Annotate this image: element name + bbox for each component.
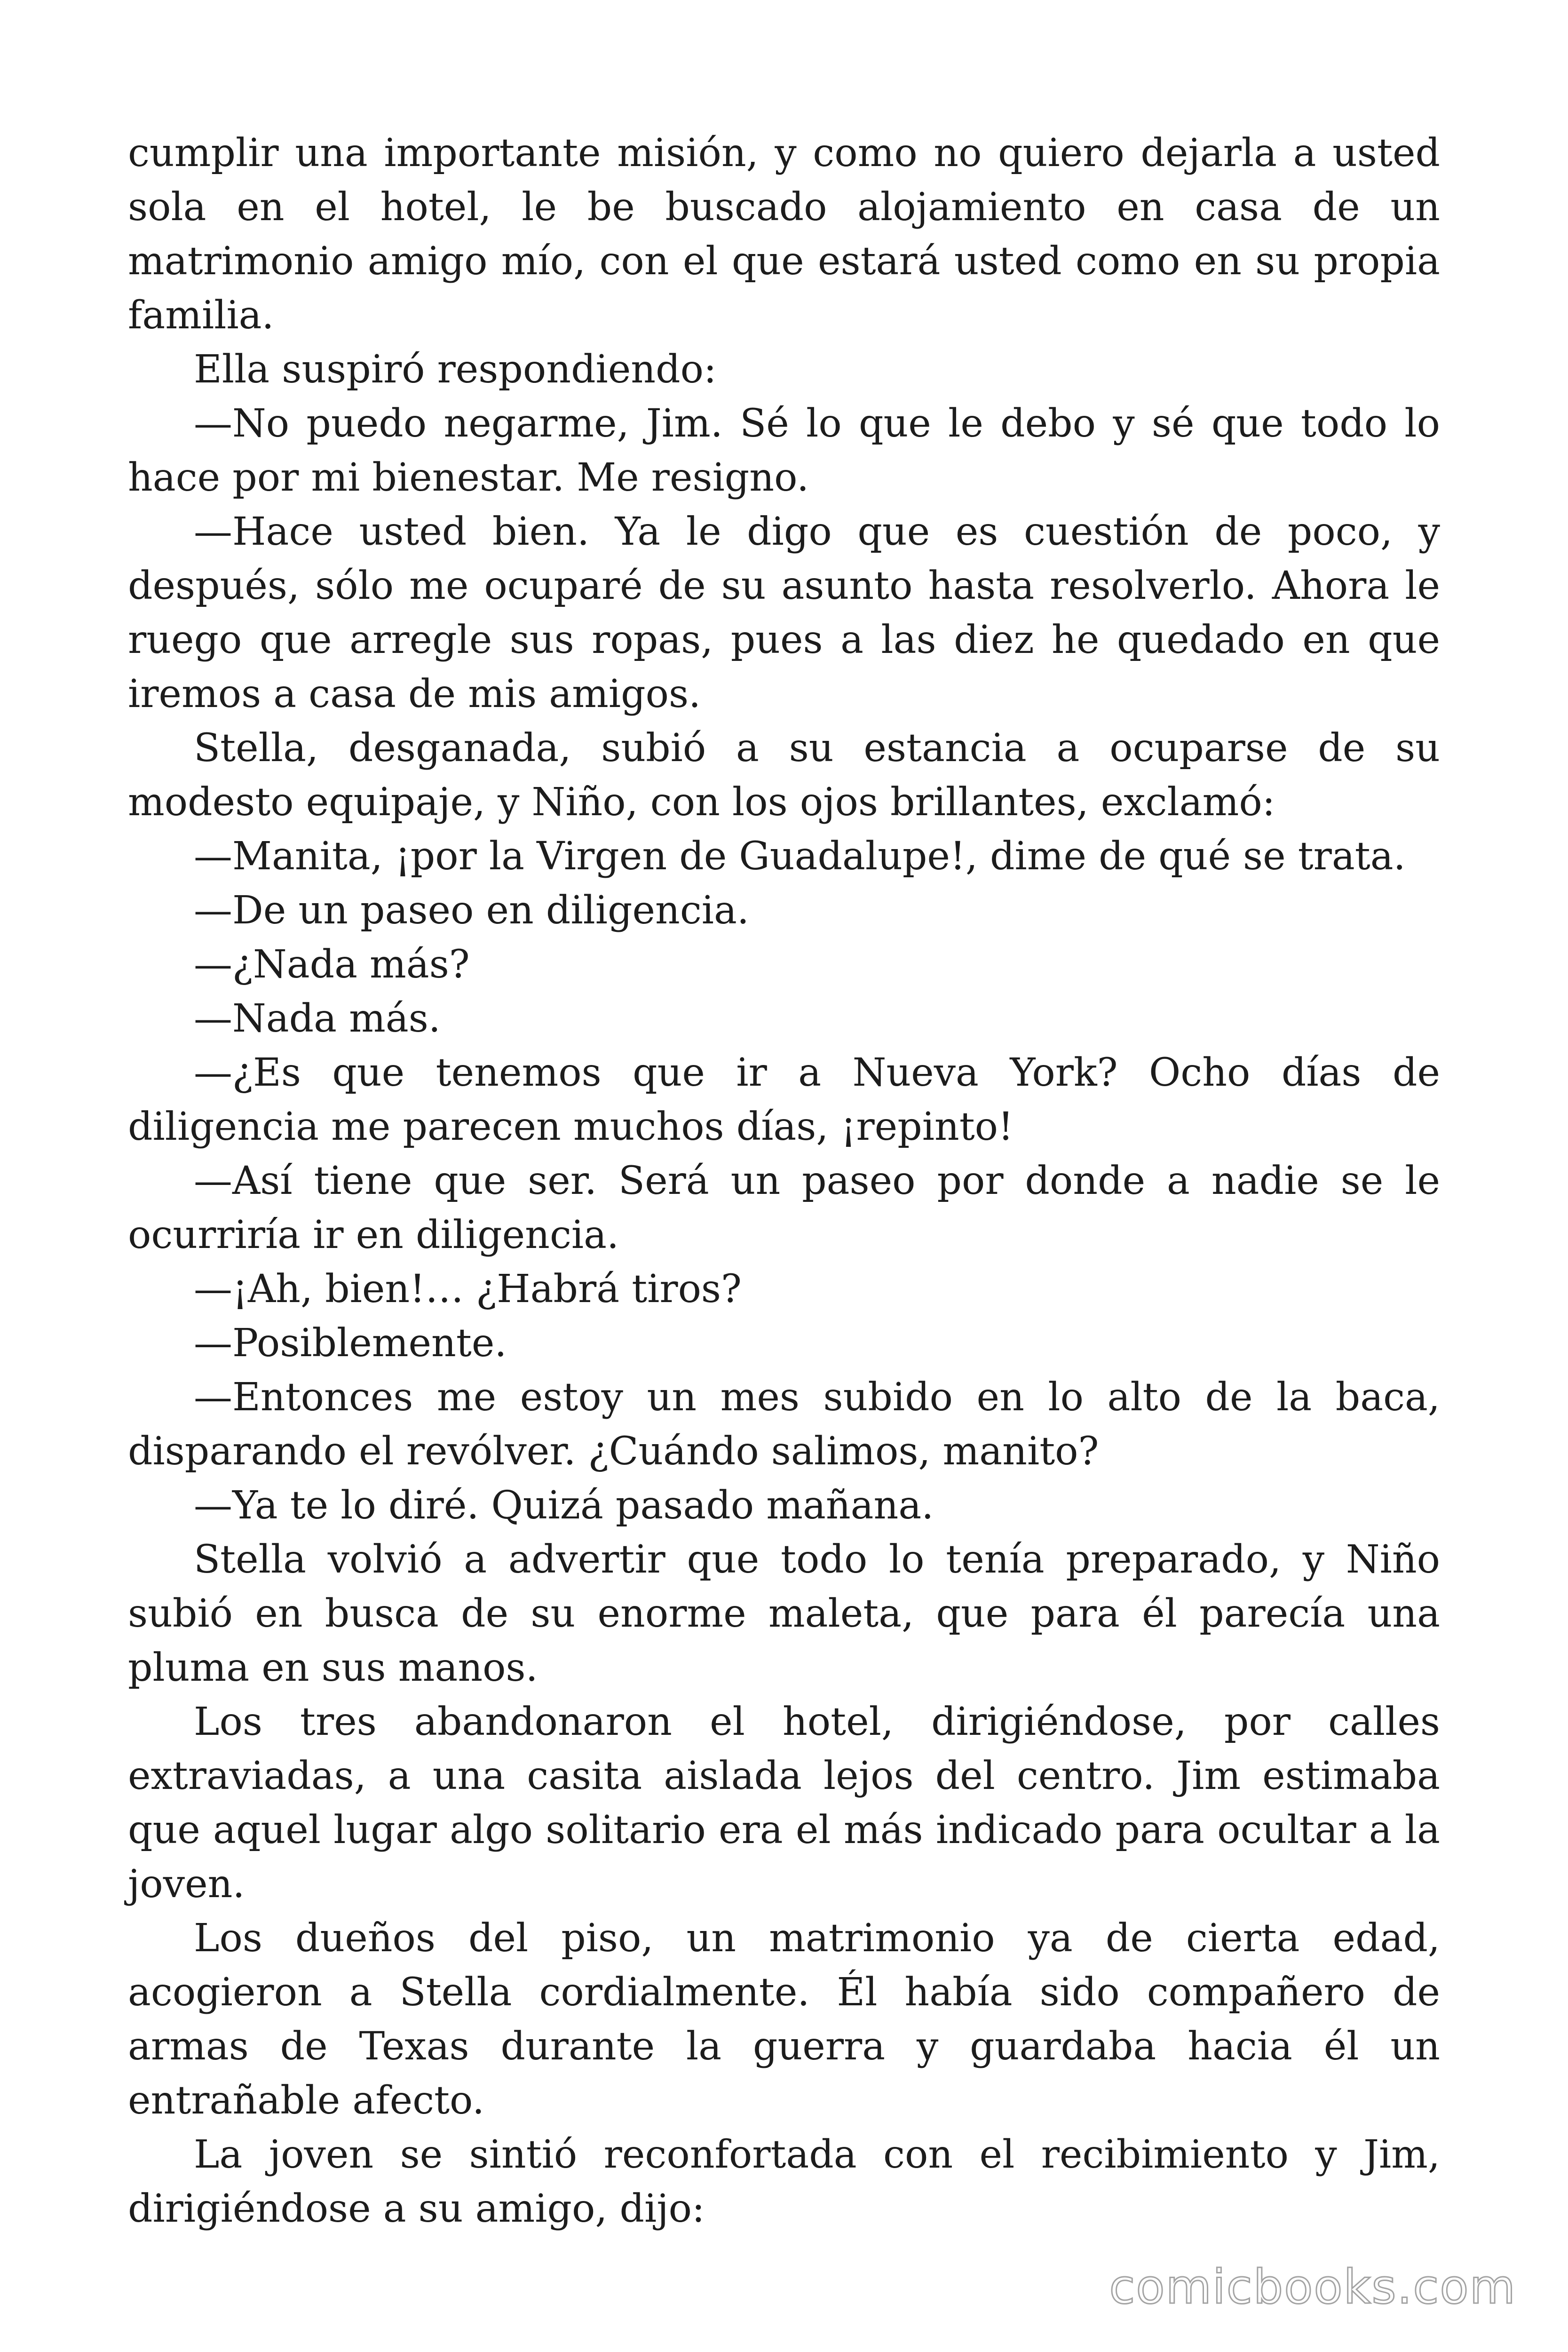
paragraph: La joven se sintió reconfortada con el recibimiento y Jim, dirigiéndose a su amigo, dijo:: [128, 2132, 1440, 2231]
paragraph: —Posiblemente.: [194, 1321, 507, 1366]
paragraph: —Entonces me estoy un mes subido en lo alto de la baca, disparando el revólver. ¿Cuándo salimos, manito?: [128, 1375, 1440, 1474]
watermark: comicbooks.com: [1109, 2259, 1516, 2314]
paragraph: Stella, desganada, subió a su estancia a ocuparse de su modesto equipaje, y Niño, con los ojos brillantes, exclamó:: [128, 726, 1440, 825]
paragraph: Stella volvió a advertir que todo lo tenía preparado, y Niño subió en busca de su enorme maleta, que para él parecía una pluma en sus manos.: [128, 1537, 1440, 1690]
paragraph: Ella suspiró respondiendo:: [194, 347, 717, 392]
paragraph: —Hace usted bien. Ya le digo que es cuestión de poco, y después, sólo me ocuparé de su asunto hasta resolverlo. Ahora le ruego que arregle sus ropas, pues a las diez he quedado en que iremos a casa de mis amigos.: [128, 509, 1440, 716]
paragraph: —¡Ah, bien!… ¿Habrá tiros?: [194, 1267, 742, 1311]
paragraph: —No puedo negarme, Jim. Sé lo que le debo y sé que todo lo hace por mi bienestar. Me resigno.: [128, 401, 1440, 500]
paragraph: —Manita, ¡por la Virgen de Guadalupe!, dime de qué se trata.: [194, 834, 1406, 879]
page-text: [128, 126, 1440, 2236]
paragraph: —¿Es que tenemos que ir a Nueva York? Ocho días de diligencia me parecen muchos días, ¡repinto!: [128, 1050, 1440, 1149]
paragraph: —Nada más.: [194, 996, 441, 1041]
paragraph: Los dueños del piso, un matrimonio ya de cierta edad, acogieron a Stella cordialmente. Él había sido compañero de armas de Texas durante la guerra y guardaba hacia él un entrañable afecto.: [128, 1916, 1440, 2123]
paragraph: Los tres abandonaron el hotel, dirigiéndose, por calles extraviadas, a una casita aislada lejos del centro. Jim estimaba que aquel lugar algo solitario era el más indicado para ocultar a la joven.: [128, 1700, 1440, 1907]
paragraph: —De un paseo en diligencia.: [194, 888, 749, 933]
paragraph: cumplir una importante misión, y como no quiero dejarla a usted sola en el hotel, le be buscado alojamiento en casa de un matrimonio amigo mío, con el que estará usted como en su propia familia.: [128, 131, 1440, 338]
paragraph: —Ya te lo diré. Quizá pasado mañana.: [194, 1483, 934, 1528]
paragraph: —¿Nada más?: [194, 942, 470, 987]
paragraph: —Así tiene que ser. Será un paseo por donde a nadie se le ocurriría ir en diligencia.: [128, 1159, 1440, 1257]
